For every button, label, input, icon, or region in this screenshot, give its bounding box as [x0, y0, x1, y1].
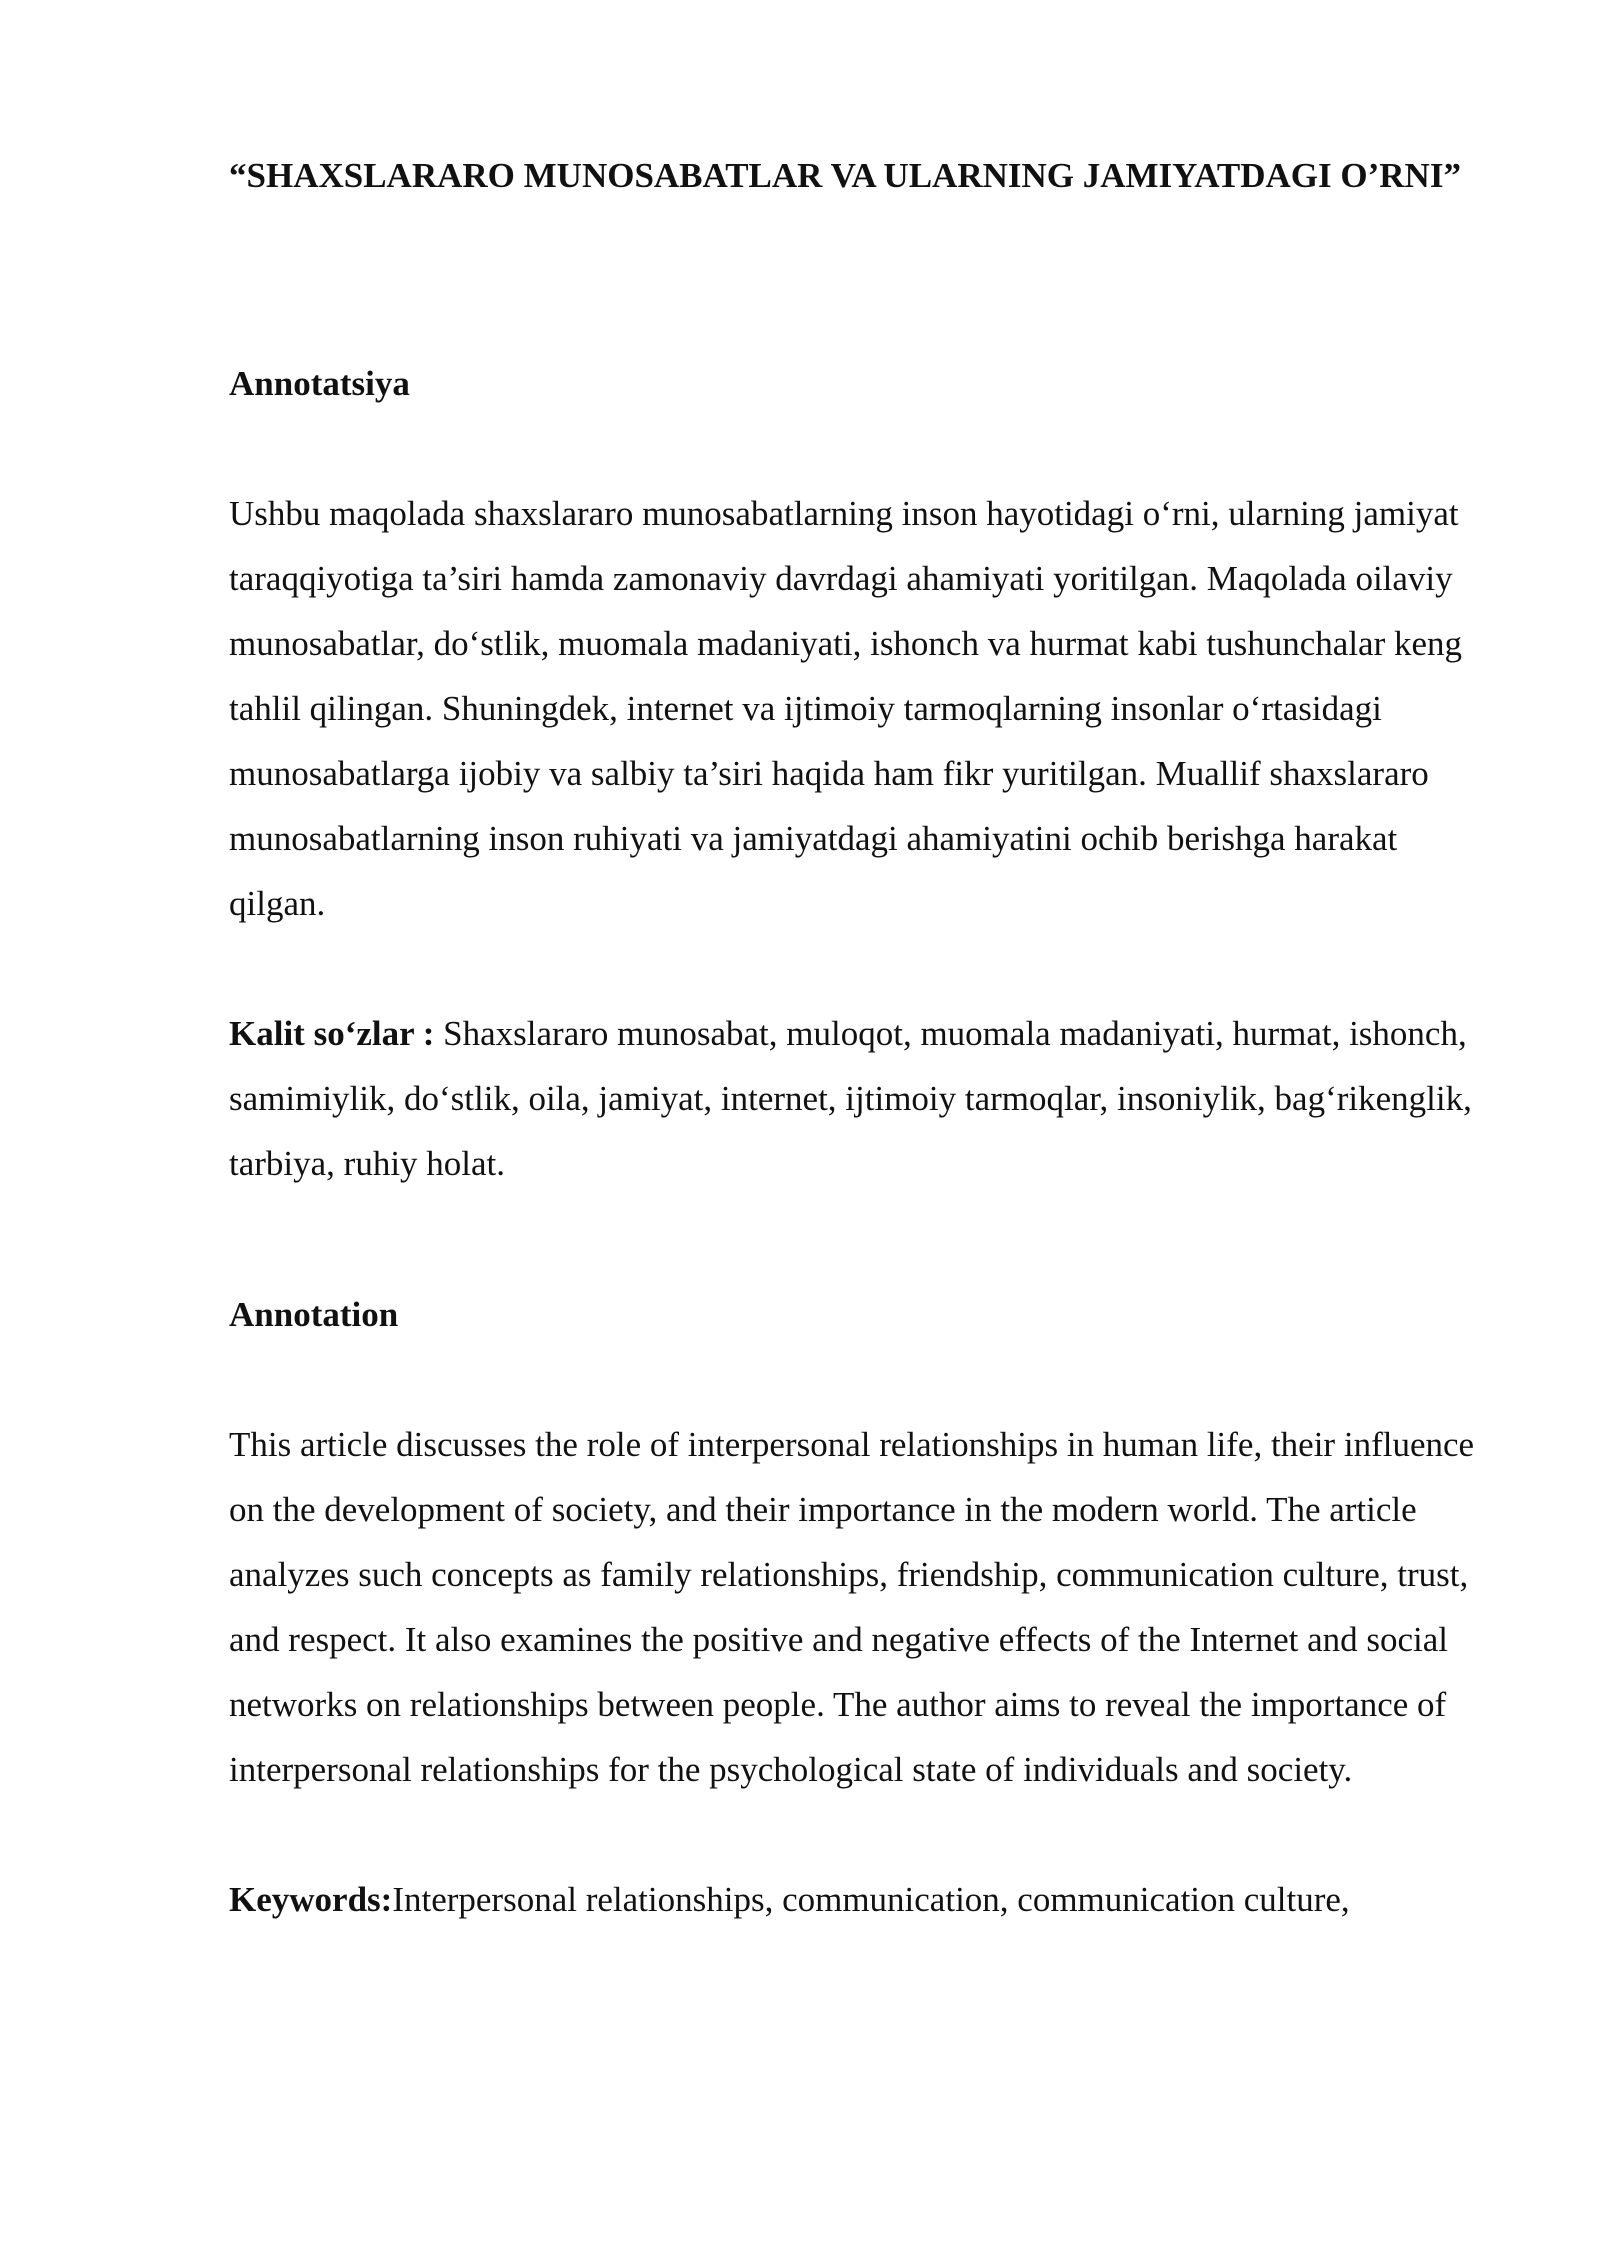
abstract-paragraph-en: This article discusses the role of interpersonal relationships in human life, their influence on the development of society, and their importance in the modern world. The article analyzes such concepts as family relationships, friendship, communication culture, trust, and respect. It also examines the positive and negative effects of the Internet and social networks on relationships between people. The author aims to reveal the importance of interpersonal relationships for the psychological state of individuals and society.	[229, 1425, 1475, 1789]
page-content	[229, 143, 1491, 1932]
keywords-text-en: Interpersonal relationships, communication, communication culture,	[392, 1880, 1350, 1919]
section-heading-annotatsiya: Annotatsiya	[229, 364, 410, 403]
keywords-paragraph-uz	[229, 1001, 1491, 1196]
keywords-text-uz: Shaxslararo munosabat, muloqot, muomala madaniyati, hurmat, ishonch, samimiylik, do‘stlik, oila, jamiyat, internet, ijtimoiy tarmoqlar, insoniylik, bag‘rikenglik, tarbiya, ruhiy holat.	[229, 1014, 1472, 1183]
keywords-label-uz: Kalit so‘zlar :	[229, 1014, 444, 1053]
section-heading-annotation: Annotation	[229, 1295, 399, 1334]
document-title: “SHAXSLARARO MUNOSABATLAR VA ULARNING JAMIYATDAGI O’RNI”	[229, 156, 1461, 195]
keywords-label-en: Keywords:	[229, 1880, 393, 1919]
abstract-paragraph-uz: Ushbu maqolada shaxslararo munosabatlarning inson hayotidagi o‘rni, ularning jamiyat taraqqiyotiga ta’siri hamda zamonaviy davrdagi ahamiyati yoritilgan. Maqolada oilaviy munosabatlar, do‘stlik, muomala madaniyati, ishonch va hurmat kabi tushunchalar keng tahlil qilingan. Shuningdek, internet va ijtimoiy tarmoqlarning insonlar o‘rtasidagi munosabatlarga ijobiy va salbiy ta’siri haqida ham fikr yuritilgan. Muallif shaxslararo munosabatlarning inson ruhiyati va jamiyatdagi ahamiyatini ochib berishga harakat qilgan.	[229, 494, 1463, 923]
keywords-paragraph-en	[229, 1867, 1491, 1932]
